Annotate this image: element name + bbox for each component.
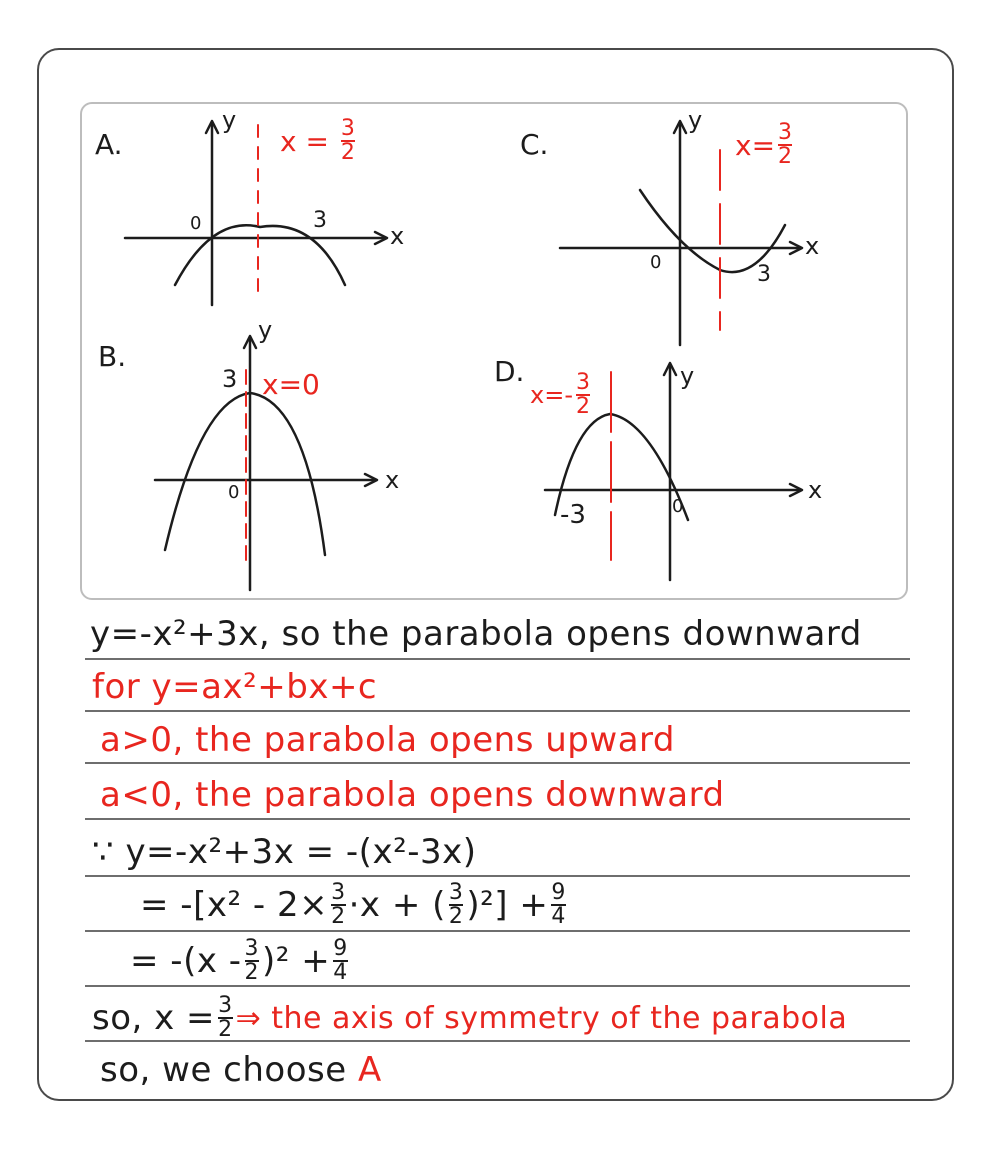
frac-den: 4 — [551, 904, 566, 929]
line7-part-b: )² + — [262, 941, 331, 981]
line9-part-a: so, we choose — [100, 1050, 347, 1090]
line6-part-a: = -[x² - 2× — [140, 885, 329, 925]
solution-line-8 — [92, 995, 847, 1041]
line8-part-a: so, x = — [92, 998, 216, 1038]
graph-a-symmetry-label: x = $\frac{3}{2}$ — [280, 116, 355, 165]
graph-d-x-tick: -3 — [560, 500, 586, 530]
line7-part-a: = -(x - — [130, 941, 242, 981]
graph-c-x-tick: 3 — [757, 262, 771, 287]
graph-b-origin: 0 — [228, 482, 240, 503]
graph-d-symmetry-label: x=- $\frac{3}{2}$ — [530, 370, 590, 419]
graph-a-origin: 0 — [190, 213, 202, 234]
graph-c-origin: 0 — [650, 252, 662, 273]
frac-den: 2 — [218, 1017, 233, 1042]
graph-c-label: C. — [520, 128, 549, 161]
graph-c-parabola — [640, 190, 785, 272]
solution-line-1: y=-x²+3x, so the parabola opens downward — [90, 614, 862, 654]
frac-den: 2 — [244, 960, 260, 985]
graph-a-y-label: y — [222, 106, 237, 134]
line8-part-b: ⇒ the axis of symmetry of the parabola — [235, 1000, 848, 1036]
graph-a-sym-den: 2 — [340, 140, 355, 165]
graph-d-x-label: x — [808, 476, 823, 504]
graph-b-y-tick: 3 — [222, 365, 238, 393]
chosen-answer: A — [357, 1050, 382, 1090]
frac-num: 3 — [448, 880, 464, 905]
frac-num: 3 — [218, 993, 233, 1018]
graph-a-parabola — [175, 225, 345, 285]
graph-a-x-tick: 3 — [313, 208, 327, 233]
graph-d-sym-num: 3 — [575, 370, 590, 395]
ruled-line — [85, 762, 910, 764]
graph-b-symmetry-label: x=0 — [262, 368, 320, 401]
solution-line-7 — [130, 938, 351, 984]
graph-d-sym-den: 2 — [575, 394, 590, 419]
frac-den: 2 — [448, 904, 464, 929]
solution-line-6 — [140, 882, 569, 928]
graph-b-label: B. — [98, 340, 127, 373]
graph-b-x-label: x — [385, 466, 400, 494]
solution-line-3: a>0, the parabola opens upward — [100, 720, 675, 760]
graph-d-y-label: y — [680, 362, 695, 390]
frac-num: 9 — [551, 880, 566, 905]
graph-a-label: A. — [95, 128, 123, 161]
frac-den: 2 — [331, 904, 346, 929]
frac-num: 3 — [331, 880, 346, 905]
graph-d-origin: 0 — [672, 496, 684, 517]
graph-a-x-label: x — [390, 222, 405, 250]
graph-a-sym-num: 3 — [340, 116, 355, 141]
line6-part-b: ·x + ( — [348, 885, 446, 925]
graph-c-sym-den: 2 — [778, 144, 793, 169]
graph-b-y-label: y — [258, 316, 273, 344]
solution-line-4: a<0, the parabola opens downward — [100, 775, 725, 815]
line6-part-c: )²] + — [466, 885, 549, 925]
ruled-line — [85, 818, 910, 820]
ruled-line — [85, 710, 910, 712]
ruled-line — [85, 930, 910, 932]
ruled-line — [85, 875, 910, 877]
graph-c-y-label: y — [688, 106, 703, 134]
solution-line-2: for y=ax²+bx+c — [92, 667, 378, 707]
solution-line-9 — [100, 1050, 382, 1090]
graph-c-x-label: x — [805, 232, 820, 260]
graph-d-label: D. — [494, 355, 525, 388]
frac-num: 9 — [333, 936, 348, 961]
ruled-line — [85, 658, 910, 660]
solution-line-5: ∵ y=-x²+3x = -(x²-3x) — [92, 832, 477, 872]
frac-den: 4 — [333, 960, 348, 985]
ruled-line — [85, 985, 910, 987]
graph-c-sym-num: 3 — [778, 120, 793, 145]
graph-c-symmetry-label: x= $\frac{3}{2}$ — [735, 120, 793, 169]
frac-num: 3 — [244, 936, 260, 961]
